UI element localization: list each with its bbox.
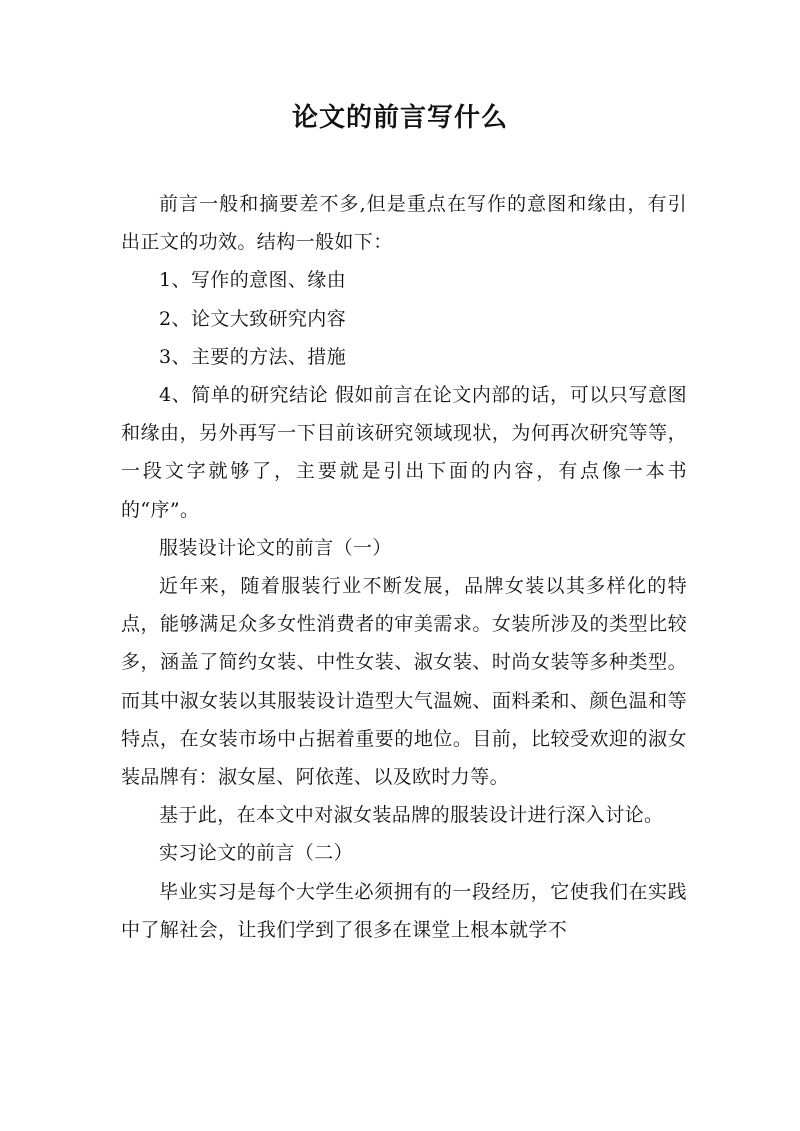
- paragraph-intro: 前言一般和摘要差不多,但是重点在写作的意图和缘由，有引出正文的功效。结构一般如下：: [121, 193, 687, 254]
- paragraph-fashion-discussion: 基于此，在本文中对淑女装品牌的服装设计进行深入讨论。: [159, 804, 664, 827]
- list-item-3: 3、主要的方法、措施: [159, 345, 347, 368]
- list-item-4: 4、简单的研究结论 假如前言在论文内部的话，可以只写意图和缘由，另外再写一下目前该研究领域现状，为何再次研究等等，一段文字就够了，主要就是引出下面的内容，有点像一本书的“序”。: [121, 384, 687, 521]
- section-heading-fashion-preface: 服装设计论文的前言（一）: [159, 536, 392, 559]
- document-title: 论文的前言写什么: [291, 103, 508, 133]
- document-body: [121, 185, 687, 949]
- list-item-2: 2、论文大致研究内容: [159, 307, 347, 330]
- paragraph-fashion-preface: 近年来，随着服装行业不断发展，品牌女装以其多样化的特点，能够满足众多女性消费者的审美需求。女装所涉及的类型比较多，涵盖了简约女装、中性女装、淑女装、时尚女装等多种类型。而其中淑女装以其服装设计造型大气温婉、面料柔和、颜色温和等特点，在女装市场中占据着重要的地位。目前，比较受欢迎的淑女装品牌有：淑女屋、阿依莲、以及欧时力等。: [121, 575, 687, 789]
- paragraph-internship-preface: 毕业实习是每个大学生必须拥有的一段经历，它使我们在实践中了解社会，让我们学到了很多在课堂上根本就学不: [121, 880, 687, 941]
- list-item-1: 1、写作的意图、缘由: [159, 269, 347, 292]
- section-heading-internship-preface: 实习论文的前言（二）: [159, 842, 354, 865]
